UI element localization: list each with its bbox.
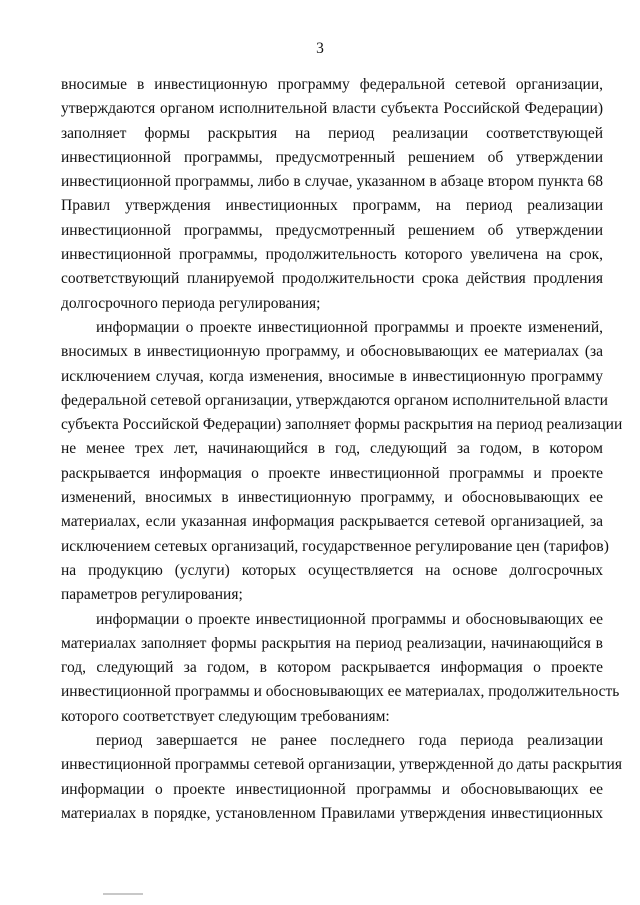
text-line: материалах в порядке, установленном Правилами утверждения инвестиционных — [61, 804, 603, 822]
text-line: информации о проекте инвестиционной программы и проекте изменений, — [96, 318, 603, 336]
text-line: заполняет формы раскрытия на период реализации соответствующей — [61, 124, 603, 142]
text-line: инвестиционной программы сетевой организации, утвержденной до даты раскрытия — [61, 756, 622, 774]
text-line: исключением сетевых организаций, государственное регулирование цен (тарифов) — [61, 537, 609, 555]
text-line: субъекта Российской Федерации) заполняет формы раскрытия на период реализации — [61, 416, 623, 434]
text-line: инвестиционной программы, предусмотренный решением об утверждении — [61, 148, 603, 166]
text-line: Правил утверждения инвестиционных программ, на период реализации — [61, 197, 603, 215]
text-line: параметров регулирования; — [61, 586, 243, 604]
text-line: инвестиционной программы, продолжительность которого увеличена на срок, — [61, 246, 603, 264]
paragraph — [61, 729, 622, 826]
text-line: материалах заполняет формы раскрытия на период реализации, начинающийся в — [61, 634, 603, 652]
text-line: долгосрочного периода регулирования; — [61, 294, 321, 312]
text-line: информации о проекте инвестиционной программы и обосновывающих ее — [61, 780, 603, 798]
text-line: инвестиционной программы, либо в случае, указанном в абзаце втором пункта 68 — [61, 173, 603, 191]
text-line: год, следующий за годом, в котором раскрывается информация о проекте — [61, 659, 603, 677]
text-line: информации о проекте инвестиционной программы и обосновывающих ее — [96, 610, 603, 628]
text-line: вносимых в инвестиционную программу, и обосновывающих ее материалах (за — [61, 343, 603, 361]
scan-artifact-mark — [103, 893, 143, 895]
document-body — [61, 73, 623, 826]
text-line: соответствующий планируемой продолжительности срока действия продления — [61, 270, 603, 288]
text-line: на продукцию (услуги) которых осуществляется на основе долгосрочных — [61, 561, 603, 579]
text-line: утверждаются органом исполнительной власти субъекта Российской Федерации) — [61, 100, 603, 118]
text-line: не менее трех лет, начинающийся в год, следующий за годом, в котором — [61, 440, 603, 458]
paragraph — [61, 73, 603, 316]
text-line: раскрывается информация о проекте инвестиционной программы и проекте — [61, 464, 603, 482]
text-line: исключением случая, когда изменения, вносимые в инвестиционную программу — [61, 367, 603, 385]
text-line: федеральной сетевой организации, утверждаются органом исполнительной власти — [61, 391, 608, 409]
paragraph — [61, 316, 623, 608]
text-line: материалах, если указанная информация раскрывается сетевой организацией, за — [61, 513, 603, 531]
text-line: вносимые в инвестиционную программу федеральной сетевой организации, — [61, 76, 603, 93]
page-number: 3 — [316, 40, 324, 57]
text-line: которого соответствует следующим требованиям: — [61, 707, 390, 725]
text-line: инвестиционной программы и обосновывающих ее материалах, продолжительность — [61, 683, 620, 701]
text-line: период завершается не ранее последнего года периода реализации — [96, 732, 603, 750]
text-line: инвестиционной программы, предусмотренный решением об утверждении — [61, 221, 603, 239]
paragraph — [61, 608, 620, 729]
text-line: изменений, вносимых в инвестиционную программу, и обосновывающих ее — [61, 489, 603, 507]
